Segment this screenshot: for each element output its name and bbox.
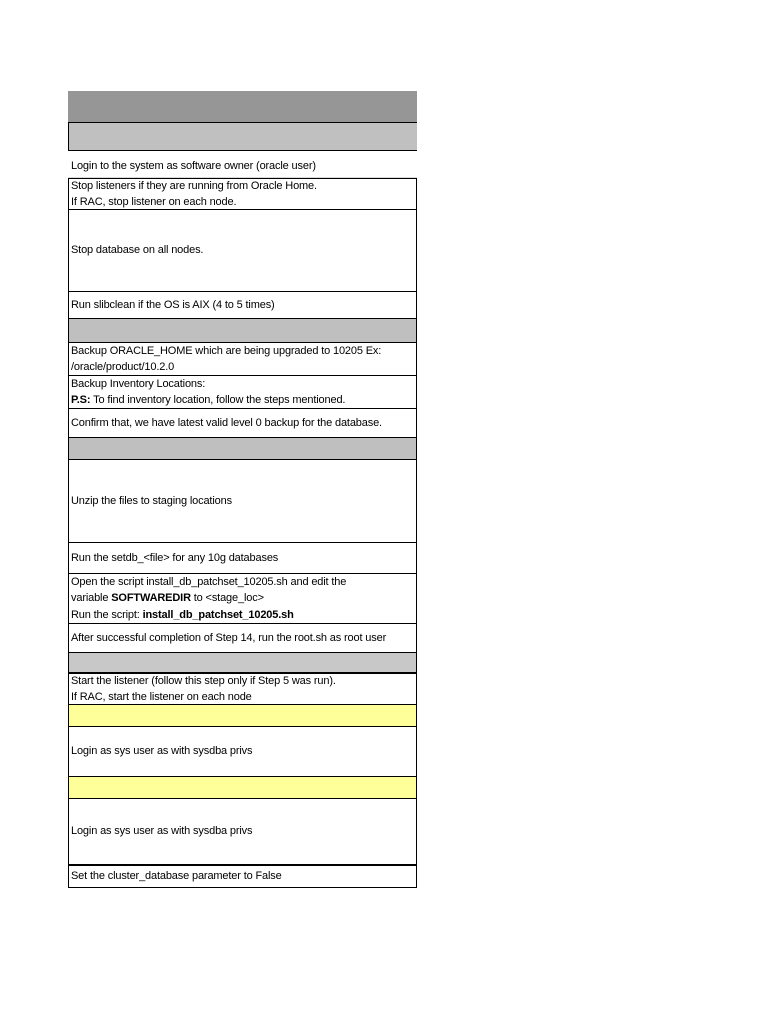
step-text-line: Backup Inventory Locations: — [71, 377, 206, 390]
ps-text: To find inventory location, follow the steps mentioned. — [90, 394, 346, 406]
step-row[interactable] — [68, 865, 417, 888]
step-row[interactable] — [68, 343, 417, 376]
highlight-row — [68, 777, 417, 799]
step-text: Login to the system as software owner (oracle user) — [71, 159, 316, 172]
step-row[interactable] — [68, 543, 417, 574]
step-text: Unzip the files to staging locations — [71, 494, 232, 507]
text-fragment: Run the script: — [71, 608, 143, 621]
section-separator-row — [68, 319, 417, 343]
step-text: Confirm that, we have latest valid level 0 backup for the database. — [71, 416, 382, 429]
step-text: Login as sys user as with sysdba privs — [71, 745, 253, 758]
step-row[interactable] — [68, 151, 417, 178]
step-text-line — [71, 392, 345, 409]
step-text: Set the cluster_database parameter to False — [71, 870, 282, 883]
step-row[interactable] — [68, 624, 417, 653]
step-text-line: Open the script install_db_patchset_10205.sh and edit the — [71, 575, 347, 588]
step-row[interactable] — [68, 409, 417, 438]
spreadsheet-table — [68, 91, 417, 888]
step-text: Run slibclean if the OS is AIX (4 to 5 times) — [71, 298, 275, 311]
text-fragment: variable — [71, 592, 112, 605]
step-text-line: Stop listeners if they are running from Oracle Home. — [71, 179, 317, 192]
step-text: Stop database on all nodes. — [71, 244, 204, 257]
step-text: Login as sys user as with sysdba privs — [71, 825, 253, 838]
step-row[interactable] — [68, 799, 417, 865]
section-separator-row — [68, 438, 417, 460]
script-name: install_db_patchset_10205.sh — [142, 608, 294, 621]
step-row[interactable] — [68, 727, 417, 777]
step-text: Run the setdb_<file> for any 10g databases — [71, 551, 279, 564]
section-separator-row — [68, 653, 417, 673]
step-text-line: If RAC, stop listener on each node. — [71, 196, 237, 208]
step-row[interactable] — [68, 210, 417, 292]
step-text-line — [71, 607, 294, 624]
text-fragment: to <stage_loc> — [190, 592, 264, 605]
step-text-line: Start the listener (follow this step only if Step 5 was run). — [71, 674, 336, 687]
step-row[interactable] — [68, 292, 417, 319]
ps-label: P.S: — [71, 394, 91, 406]
step-text-line: If RAC, start the listener on each node — [71, 691, 252, 703]
step-row[interactable] — [68, 178, 417, 210]
highlight-row — [68, 705, 417, 727]
step-row[interactable] — [68, 460, 417, 543]
step-text: After successful completion of Step 14, run the root.sh as root user — [71, 631, 387, 644]
step-row[interactable] — [68, 673, 417, 705]
section-header-row — [68, 122, 417, 151]
step-text-line: /oracle/product/10.2.0 — [71, 361, 175, 373]
sheet-header-bar — [68, 91, 417, 122]
variable-name: SOFTWAREDIR — [111, 592, 191, 605]
step-text-line: Backup ORACLE_HOME which are being upgraded to 10205 Ex: — [71, 344, 382, 357]
step-row[interactable] — [68, 574, 417, 624]
step-row[interactable] — [68, 376, 417, 409]
step-text-line — [71, 590, 264, 607]
